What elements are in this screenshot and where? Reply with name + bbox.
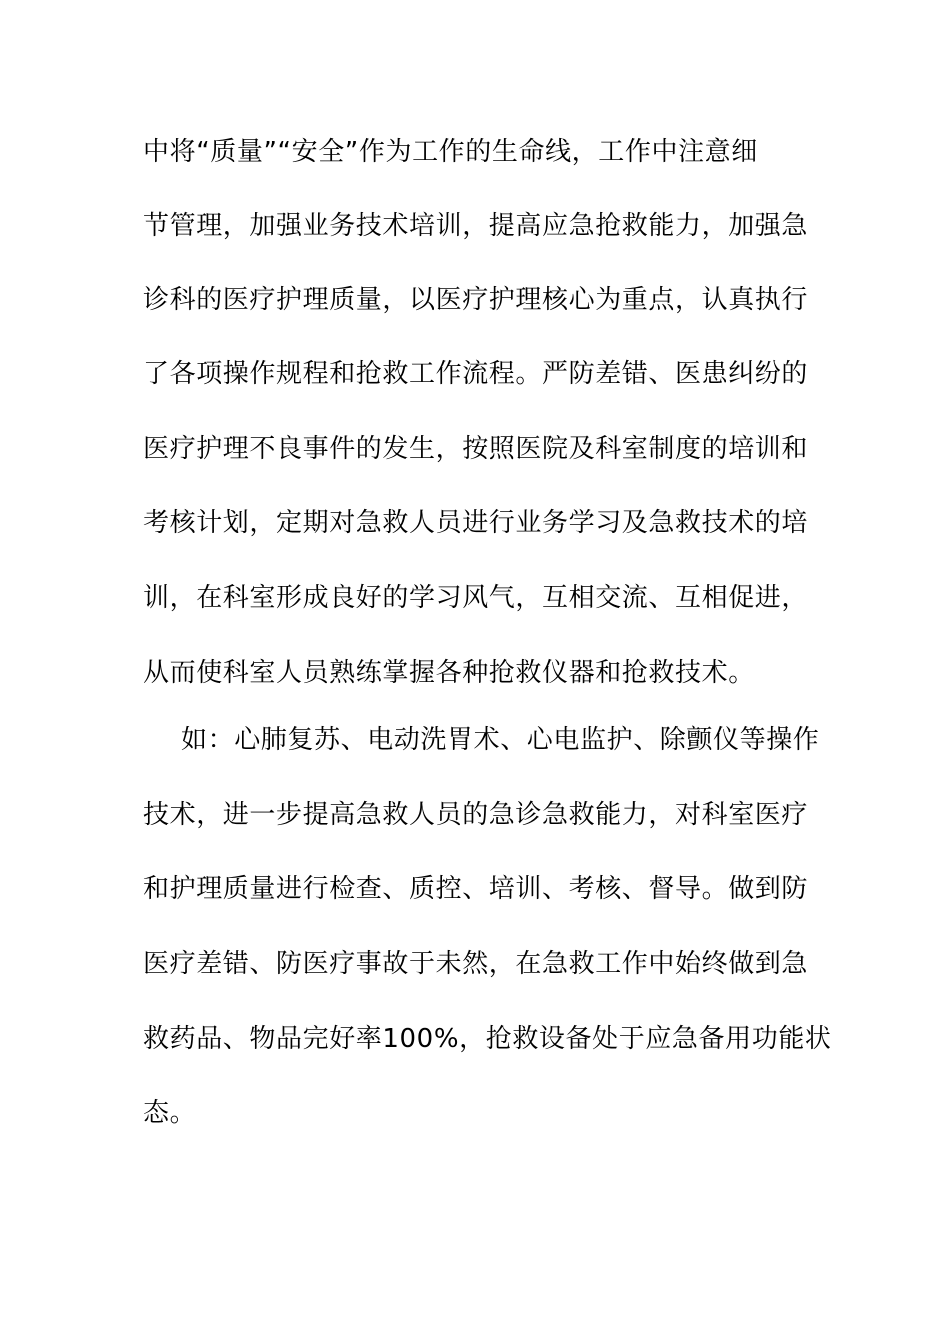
text-line: 诊科的医疗护理质量，以医疗护理核心为重点，认真执行 (143, 285, 809, 315)
text-line: 医疗护理不良事件的发生，按照医院及科室制度的培训和 (143, 434, 809, 464)
text-line: 节管理，加强业务技术培训，提高应急抢救能力，加强急 (143, 211, 809, 241)
text-line: 训，在科室形成良好的学习风气，互相交流、互相促进， (143, 583, 809, 613)
text-line: 考核计划，定期对急救人员进行业务学习及急救技术的培 (143, 508, 809, 538)
text-line-indented: 如：心肺复苏、电动洗胃术、心电监护、除颤仪等操作 (181, 725, 820, 755)
text-line: 从而使科室人员熟练掌握各种抢救仪器和抢救技术。 (143, 658, 755, 688)
text-line: 和护理质量进行检查、质控、培训、考核、督导。做到防 (143, 874, 809, 904)
text-line: 医疗差错、防医疗事故于未然，在急救工作中始终做到急 (143, 949, 809, 979)
text-line: 救药品、物品完好率100%，抢救设备处于应急备用功能状 (143, 1024, 832, 1054)
text-line: 态。 (143, 1098, 197, 1128)
text-line: 了各项操作规程和抢救工作流程。严防差错、医患纠纷的 (143, 359, 809, 389)
text-line: 技术，进一步提高急救人员的急诊急救能力，对科室医疗 (143, 800, 809, 830)
text-line: 中将“质量”“安全”作为工作的生命线，工作中注意细 (143, 137, 758, 167)
